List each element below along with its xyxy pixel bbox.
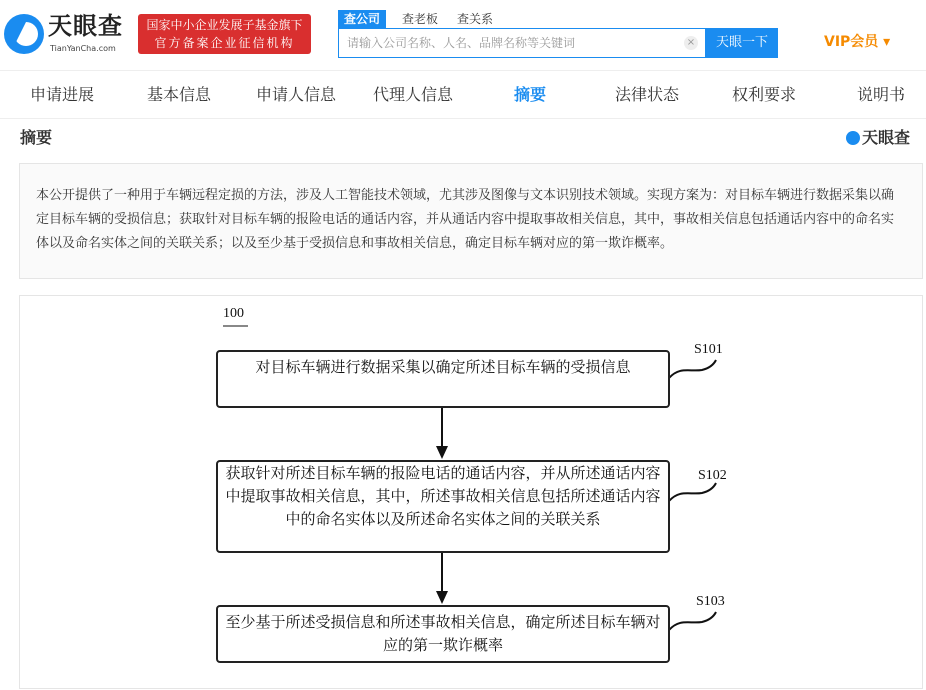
step-label-s102: S102 (698, 468, 727, 483)
tianyancha-logo[interactable] (4, 12, 134, 56)
vip-menu[interactable]: VIP会员 ▾ (824, 34, 891, 50)
tab-applicant[interactable]: 申请人信息 (255, 85, 336, 104)
badge-line1: 国家中小企业发展子基金旗下 (146, 18, 303, 32)
connector-s102 (669, 483, 716, 501)
arrowhead-2 (436, 591, 448, 604)
step-label-s103: S103 (696, 594, 725, 609)
logo-domain: TianYanCha.com (50, 44, 116, 53)
search-tab-relation[interactable]: 查关系 (457, 12, 494, 26)
tab-basic-info[interactable]: 基本信息 (146, 85, 211, 104)
tab-bar (0, 70, 926, 119)
logo-icon (4, 14, 44, 54)
step-box-s102: 获取针对所述目标车辆的报险电话的通话内容，并从所述通话内容中提取事故相关信息，其中，所述事故相关信息包括所述通话内容中的命名实体以及所述命名实体之间的关联关系 (216, 460, 670, 553)
tab-progress[interactable]: 申请进展 (29, 85, 94, 104)
official-badge (138, 14, 311, 54)
abstract-text: 本公开提供了一种用于车辆远程定损的方法，涉及人工智能技术领域，尤其涉及图像与文本识别技术领域。实现方案为：对目标车辆进行数据采集以确定目标车辆的受损信息；获取针对目标车辆的报险电话的通话内容，并从通话内容中提取事故相关信息，其中，事故相关信息包括通话内容中的命名实体以及命名实体之间的关联关系；以及至少基于受损信息和事故相关信息，确定目标车辆对应的第一欺诈概率。 (19, 163, 923, 279)
abstract-figure (19, 295, 923, 689)
step-box-s101: 对目标车辆进行数据采集以确定所述目标车辆的受损信息 (216, 350, 670, 408)
watermark-logo (846, 128, 910, 148)
figure-ref: 100 (223, 306, 244, 321)
tab-legal-status[interactable]: 法律状态 (614, 85, 679, 104)
clear-icon[interactable]: × (684, 36, 698, 50)
search-tab-company[interactable]: 查公司 (338, 10, 386, 28)
step-box-s103: 至少基于所述受损信息和所述事故相关信息，确定所述目标车辆对应的第一欺诈概率 (216, 605, 670, 663)
step-label-s101: S101 (694, 342, 723, 357)
search-input[interactable]: 请输入公司名称、人名、品牌名称等关键词 (347, 36, 576, 50)
search-button[interactable]: 天眼一下 (706, 28, 778, 58)
tab-abstract[interactable]: 摘要 (513, 85, 546, 104)
arrowhead-1 (436, 446, 448, 459)
watermark-text: 天眼查 (862, 128, 911, 147)
connector-s101 (669, 360, 716, 378)
section-title: 摘要 (20, 128, 53, 147)
tab-claims[interactable]: 权利要求 (731, 85, 796, 104)
connector-s103 (669, 612, 716, 630)
tab-description[interactable]: 说明书 (856, 85, 905, 104)
tab-agent[interactable]: 代理人信息 (372, 85, 453, 104)
search-tab-boss[interactable]: 查老板 (402, 12, 439, 26)
badge-line2: 官方备案企业征信机构 (154, 36, 295, 50)
logo-text: 天眼查 (48, 12, 123, 40)
logo-icon (846, 131, 860, 145)
